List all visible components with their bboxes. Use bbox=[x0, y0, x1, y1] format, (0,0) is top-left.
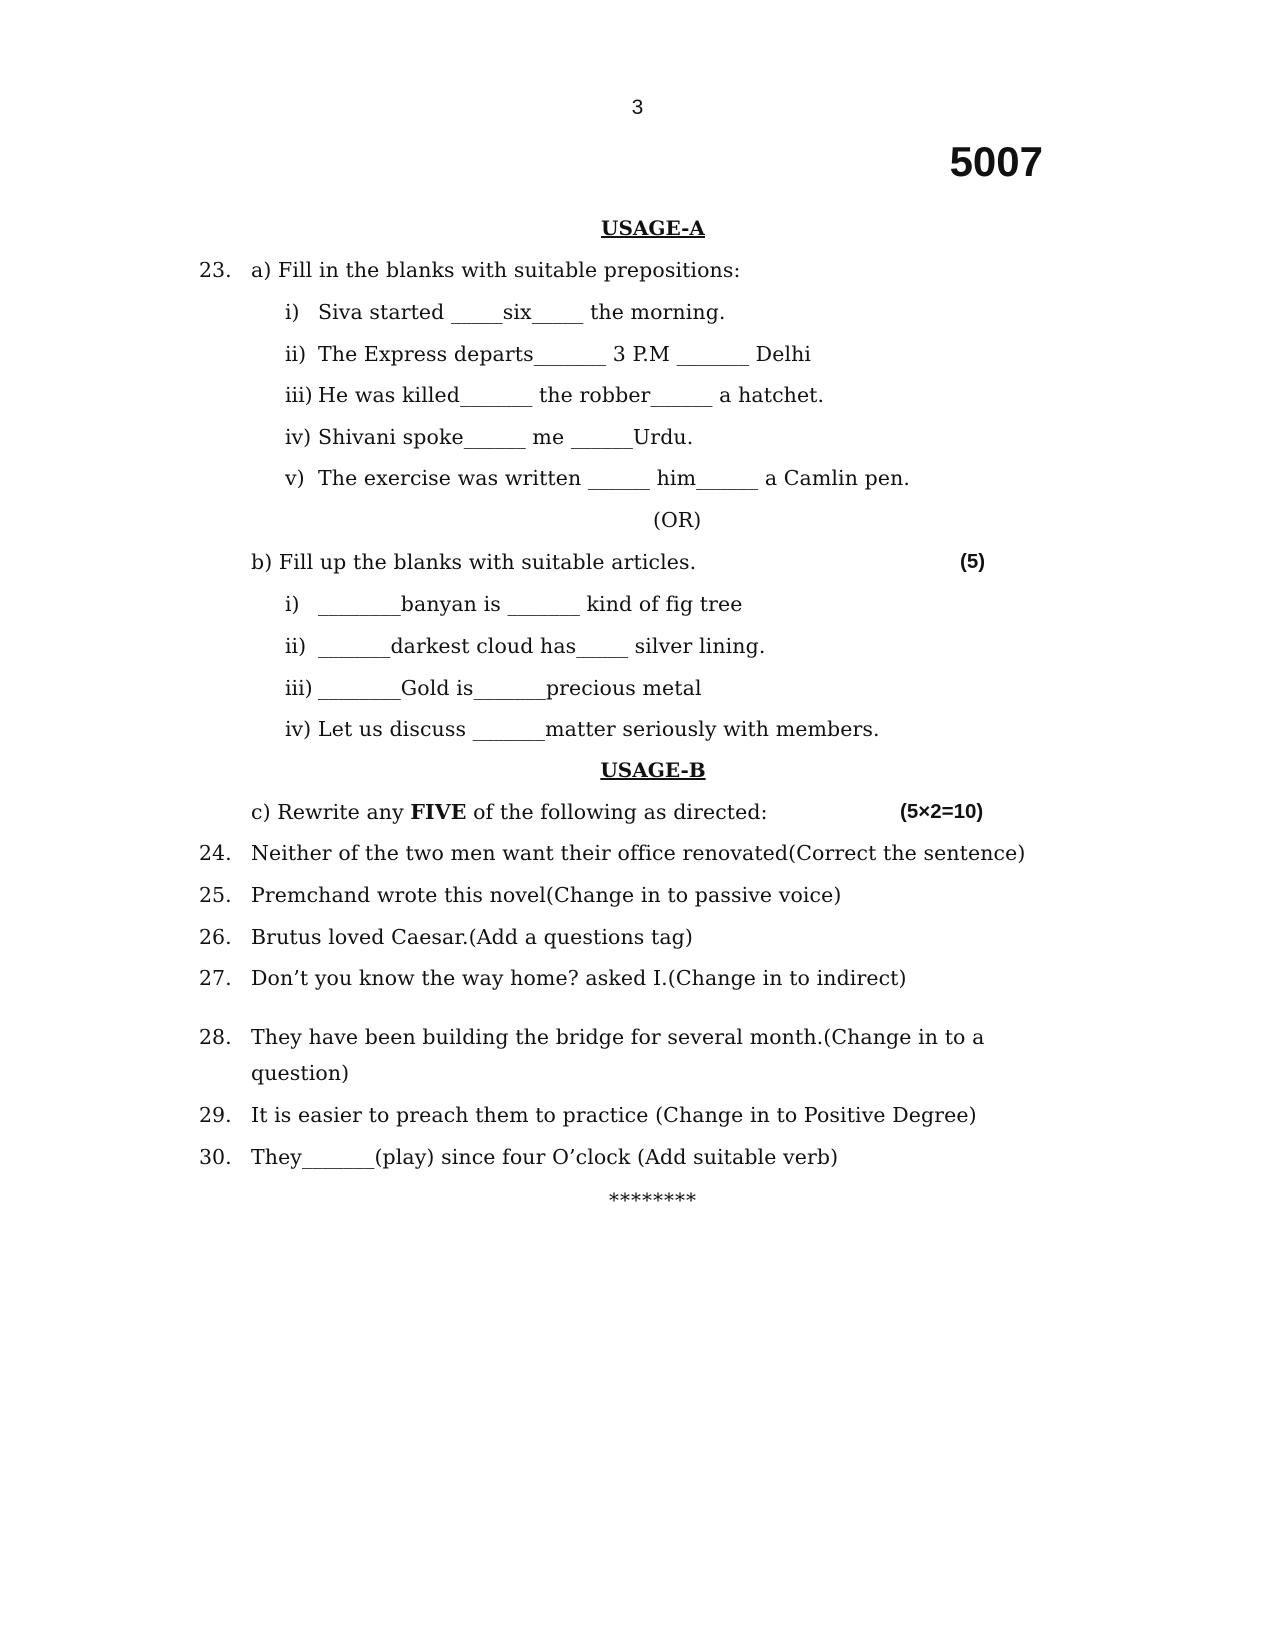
item-number: i) bbox=[285, 592, 300, 616]
item-number: i) bbox=[285, 300, 300, 324]
question-text: They have been building the bridge for several month.(Change in to a bbox=[251, 1025, 985, 1049]
question-text: Premchand wrote this novel(Change in to passive voice) bbox=[251, 883, 842, 907]
question-number-23: 23. bbox=[199, 258, 232, 282]
part-c-marks: (5×2=10) bbox=[900, 800, 984, 823]
question-text: They_______(play) since four O’clock (Add suitable verb) bbox=[251, 1145, 839, 1169]
item-number: iii) bbox=[285, 676, 313, 700]
list-item: Shivani spoke______ me ______Urdu. bbox=[318, 425, 694, 449]
question-number: 26. bbox=[199, 925, 232, 949]
question-text: Brutus loved Caesar.(Add a questions tag) bbox=[251, 925, 693, 949]
part-c-prefix: c) Rewrite any bbox=[251, 800, 411, 824]
question-text-continuation: question) bbox=[251, 1061, 350, 1085]
question-text: It is easier to preach them to practice (Change in to Positive Degree) bbox=[251, 1103, 977, 1127]
item-number: ii) bbox=[285, 342, 307, 366]
list-item: _______darkest cloud has_____ silver lining. bbox=[318, 634, 766, 658]
paper-code: 5007 bbox=[949, 138, 1043, 185]
list-item: The Express departs_______ 3 P.M _______ Delhi bbox=[318, 342, 812, 366]
end-marker: ******** bbox=[609, 1188, 697, 1212]
or-label: (OR) bbox=[653, 508, 702, 532]
list-item: ________Gold is_______precious metal bbox=[318, 676, 702, 700]
item-number: iv) bbox=[285, 425, 312, 449]
question-number: 29. bbox=[199, 1103, 232, 1127]
list-item: He was killed_______ the robber______ a hatchet. bbox=[318, 383, 825, 407]
list-item: ________banyan is _______ kind of fig tree bbox=[318, 592, 743, 616]
list-item: Siva started _____six_____ the morning. bbox=[318, 300, 726, 324]
item-number: v) bbox=[285, 466, 305, 490]
part-c-instruction bbox=[251, 800, 768, 824]
question-number: 28. bbox=[199, 1025, 232, 1049]
usage-b-heading: USAGE-B bbox=[600, 758, 706, 782]
part-c-emphasis: FIVE bbox=[410, 800, 467, 824]
part-a-instruction: a) Fill in the blanks with suitable prepositions: bbox=[251, 258, 741, 282]
item-number: iv) bbox=[285, 717, 312, 741]
question-number: 25. bbox=[199, 883, 232, 907]
question-text: Neither of the two men want their office renovated(Correct the sentence) bbox=[251, 841, 1026, 865]
list-item: The exercise was written ______ him______ a Camlin pen. bbox=[318, 466, 911, 490]
question-number: 27. bbox=[199, 966, 232, 990]
list-item: Let us discuss _______matter seriously with members. bbox=[318, 717, 880, 741]
question-text: Don’t you know the way home? asked I.(Change in to indirect) bbox=[251, 966, 907, 990]
item-number: iii) bbox=[285, 383, 313, 407]
question-number: 24. bbox=[199, 841, 232, 865]
page-number: 3 bbox=[631, 96, 644, 119]
part-b-marks: (5) bbox=[960, 550, 986, 573]
question-number: 30. bbox=[199, 1145, 232, 1169]
item-number: ii) bbox=[285, 634, 307, 658]
part-c-suffix: of the following as directed: bbox=[466, 800, 768, 824]
usage-a-heading: USAGE-A bbox=[601, 216, 705, 240]
part-b-instruction: b) Fill up the blanks with suitable articles. bbox=[251, 550, 697, 574]
